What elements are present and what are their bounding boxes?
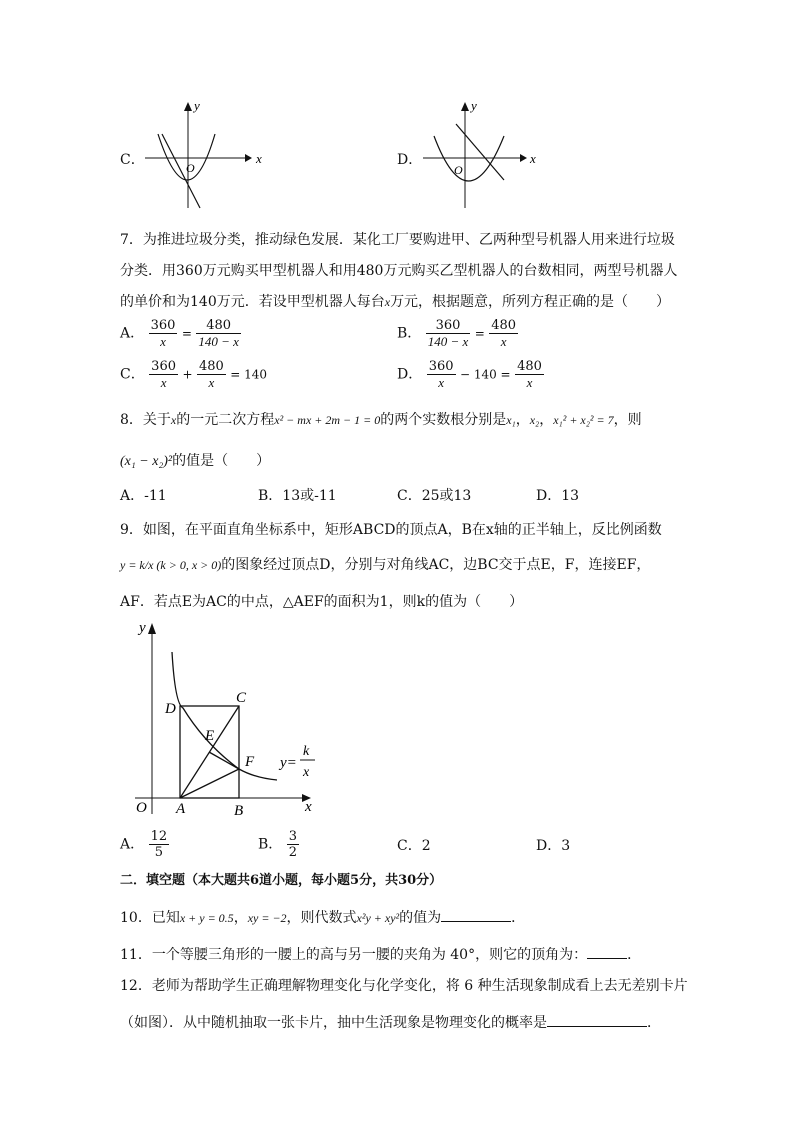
q9-line1: 9．如图，在平面直角坐标系中，矩形ABCD的顶点A，B在x轴的正半轴上，反比例函数 — [120, 522, 662, 538]
q9-line3: AF．若点E为AC的中点，△AEF的面积为1，则k的值为（ ） — [120, 594, 524, 610]
label-b: B — [234, 803, 244, 819]
y-label: y — [194, 98, 200, 113]
tail: = 140 — [230, 367, 268, 382]
q6-option-c-label: C． — [120, 152, 145, 168]
x-label: x — [256, 151, 262, 166]
q8-option-b: B．13或-11 — [258, 488, 337, 504]
q10-line: 10．已知x + y = 0.5，xy = −2，则代数式x²y + xy²的值为 ． — [120, 907, 525, 927]
q8-option-a: A．-11 — [120, 488, 167, 504]
option-label: D． — [397, 366, 423, 383]
q9-figure — [125, 614, 325, 824]
q12-line2: （如图）．从中随机抽取一张卡片，抽中生活现象是物理变化的概率是 ． — [120, 1012, 661, 1032]
origin-label: O — [454, 163, 463, 177]
fraction: $\frac{360}{x}$ — [428, 359, 454, 390]
q12-line1: 12．老师为帮助学生正确理解物理变化与化学变化，将 6 种生活现象制成看上去无差别卡片 — [120, 978, 688, 994]
label-x: x — [305, 799, 312, 815]
q8-line2: (x₁ − x₂)²的值是（ ） — [120, 453, 271, 469]
option-label: B． — [397, 325, 422, 342]
q7-option-a — [120, 318, 241, 349]
q10-expression: x²y + xy² — [356, 911, 400, 925]
q12-answer-blank[interactable] — [547, 1012, 647, 1027]
label-c: C — [236, 690, 247, 706]
q7-line1: 7．为推进垃圾分类，推动绿色发展．某化工厂要购进甲、乙两种型号机器人用来进行垃圾 — [120, 232, 675, 248]
label-y: y — [139, 620, 146, 636]
fraction: $\frac{480}{x}$ — [198, 359, 224, 390]
operator: − 140 = — [459, 367, 511, 382]
q9-option-d: D．3 — [536, 838, 571, 854]
q7-option-c — [120, 359, 267, 390]
x-label: x — [530, 151, 536, 166]
q6-graph-d — [418, 96, 548, 212]
q8-option-d: D．13 — [536, 488, 580, 504]
q7-line2: 分类．用360万元购买甲型机器人和用480万元购买乙型机器人的台数相同，两型号机器人 — [120, 263, 678, 279]
y-axis-arrow — [184, 102, 192, 111]
q9-line2: y = k/x (k > 0, x > 0)的图象经过顶点D，分别与对角线AC，边BC交于点E，F，连接EF， — [120, 557, 651, 573]
section-2-title: 二．填空题（本大题共6道小题，每小题5分，共30分） — [120, 873, 443, 888]
q9-option-a: A． $\frac{12}{5}$ — [120, 829, 168, 860]
x-axis-arrow — [520, 154, 527, 162]
q8-condition: x₁² + x₂² = 7 — [553, 413, 614, 427]
q8-option-c: C．25或13 — [397, 488, 472, 504]
label-d: D — [165, 701, 176, 717]
label-a: A — [176, 801, 186, 817]
q10-condition-2: xy = −2 — [247, 911, 287, 925]
fraction: $\frac{360}{140 - x}$ — [427, 318, 469, 349]
label-e: E — [205, 728, 215, 744]
fraction: $\frac{480}{x}$ — [517, 359, 542, 390]
fraction: $\frac{480}{x}$ — [491, 318, 517, 349]
fraction: $\frac{480}{140 - x}$ — [198, 318, 239, 349]
fraction: $\frac{12}{5}$ — [150, 829, 168, 860]
fraction: $\frac{360}{x}$ — [150, 318, 176, 349]
q10-condition-1: x + y = 0.5 — [179, 911, 234, 925]
option-label: C． — [120, 366, 145, 383]
q7-line3 — [120, 293, 670, 311]
operator: + — [182, 367, 193, 382]
curve-label-y: y= — [280, 755, 297, 771]
q7-variable-x: x — [384, 295, 391, 309]
y-axis-arrow — [148, 623, 156, 634]
q11-line: 11．一个等腰三角形的一腰上的高与另一腰的夹角为 40°，则它的顶角为： ． — [120, 944, 641, 964]
q6-option-d-label: D． — [397, 152, 423, 168]
q11-answer-blank[interactable] — [587, 944, 627, 959]
y-label: y — [471, 98, 477, 113]
label-o: O — [136, 800, 147, 816]
fraction: $\frac{3}{2}$ — [288, 829, 298, 860]
q7-line3-part-a: 的单价和为140万元．若设甲型机器人每台 — [120, 294, 385, 310]
option-label: A． — [120, 325, 145, 342]
origin-label: O — [186, 161, 195, 175]
fraction: $\frac{360}{x}$ — [151, 359, 176, 390]
segment-ef — [209, 752, 239, 769]
label-f: F — [245, 754, 255, 770]
y-axis-arrow — [461, 102, 469, 111]
q9-option-c: C．2 — [397, 838, 431, 854]
q7-option-d — [397, 359, 544, 390]
q9-option-b: B． $\frac{3}{2}$ — [258, 829, 298, 860]
q10-answer-blank[interactable] — [441, 907, 511, 922]
curve-label-x: x — [303, 765, 310, 780]
x-axis-arrow — [245, 154, 252, 162]
curve-label-k: k — [303, 744, 310, 759]
q9-function: y = k/x (k > 0, x > 0) — [120, 558, 222, 572]
q7-option-b — [397, 318, 518, 349]
operator: = — [474, 326, 485, 341]
q8-expression: (x₁ − x₂)² — [120, 454, 173, 469]
q8-equation: x² − mx + 2m − 1 = 0 — [274, 413, 381, 427]
q8-line1: 8．关于x的一元二次方程x² − mx + 2m − 1 = 0的两个实数根分别是x₁，x₂，x₁² + x₂² = 7，则 — [120, 412, 642, 428]
operator: = — [181, 326, 192, 341]
q7-line3-part-b: 万元，根据题意，所列方程正确的是（ ） — [390, 294, 671, 310]
q6-graph-c — [140, 96, 270, 212]
